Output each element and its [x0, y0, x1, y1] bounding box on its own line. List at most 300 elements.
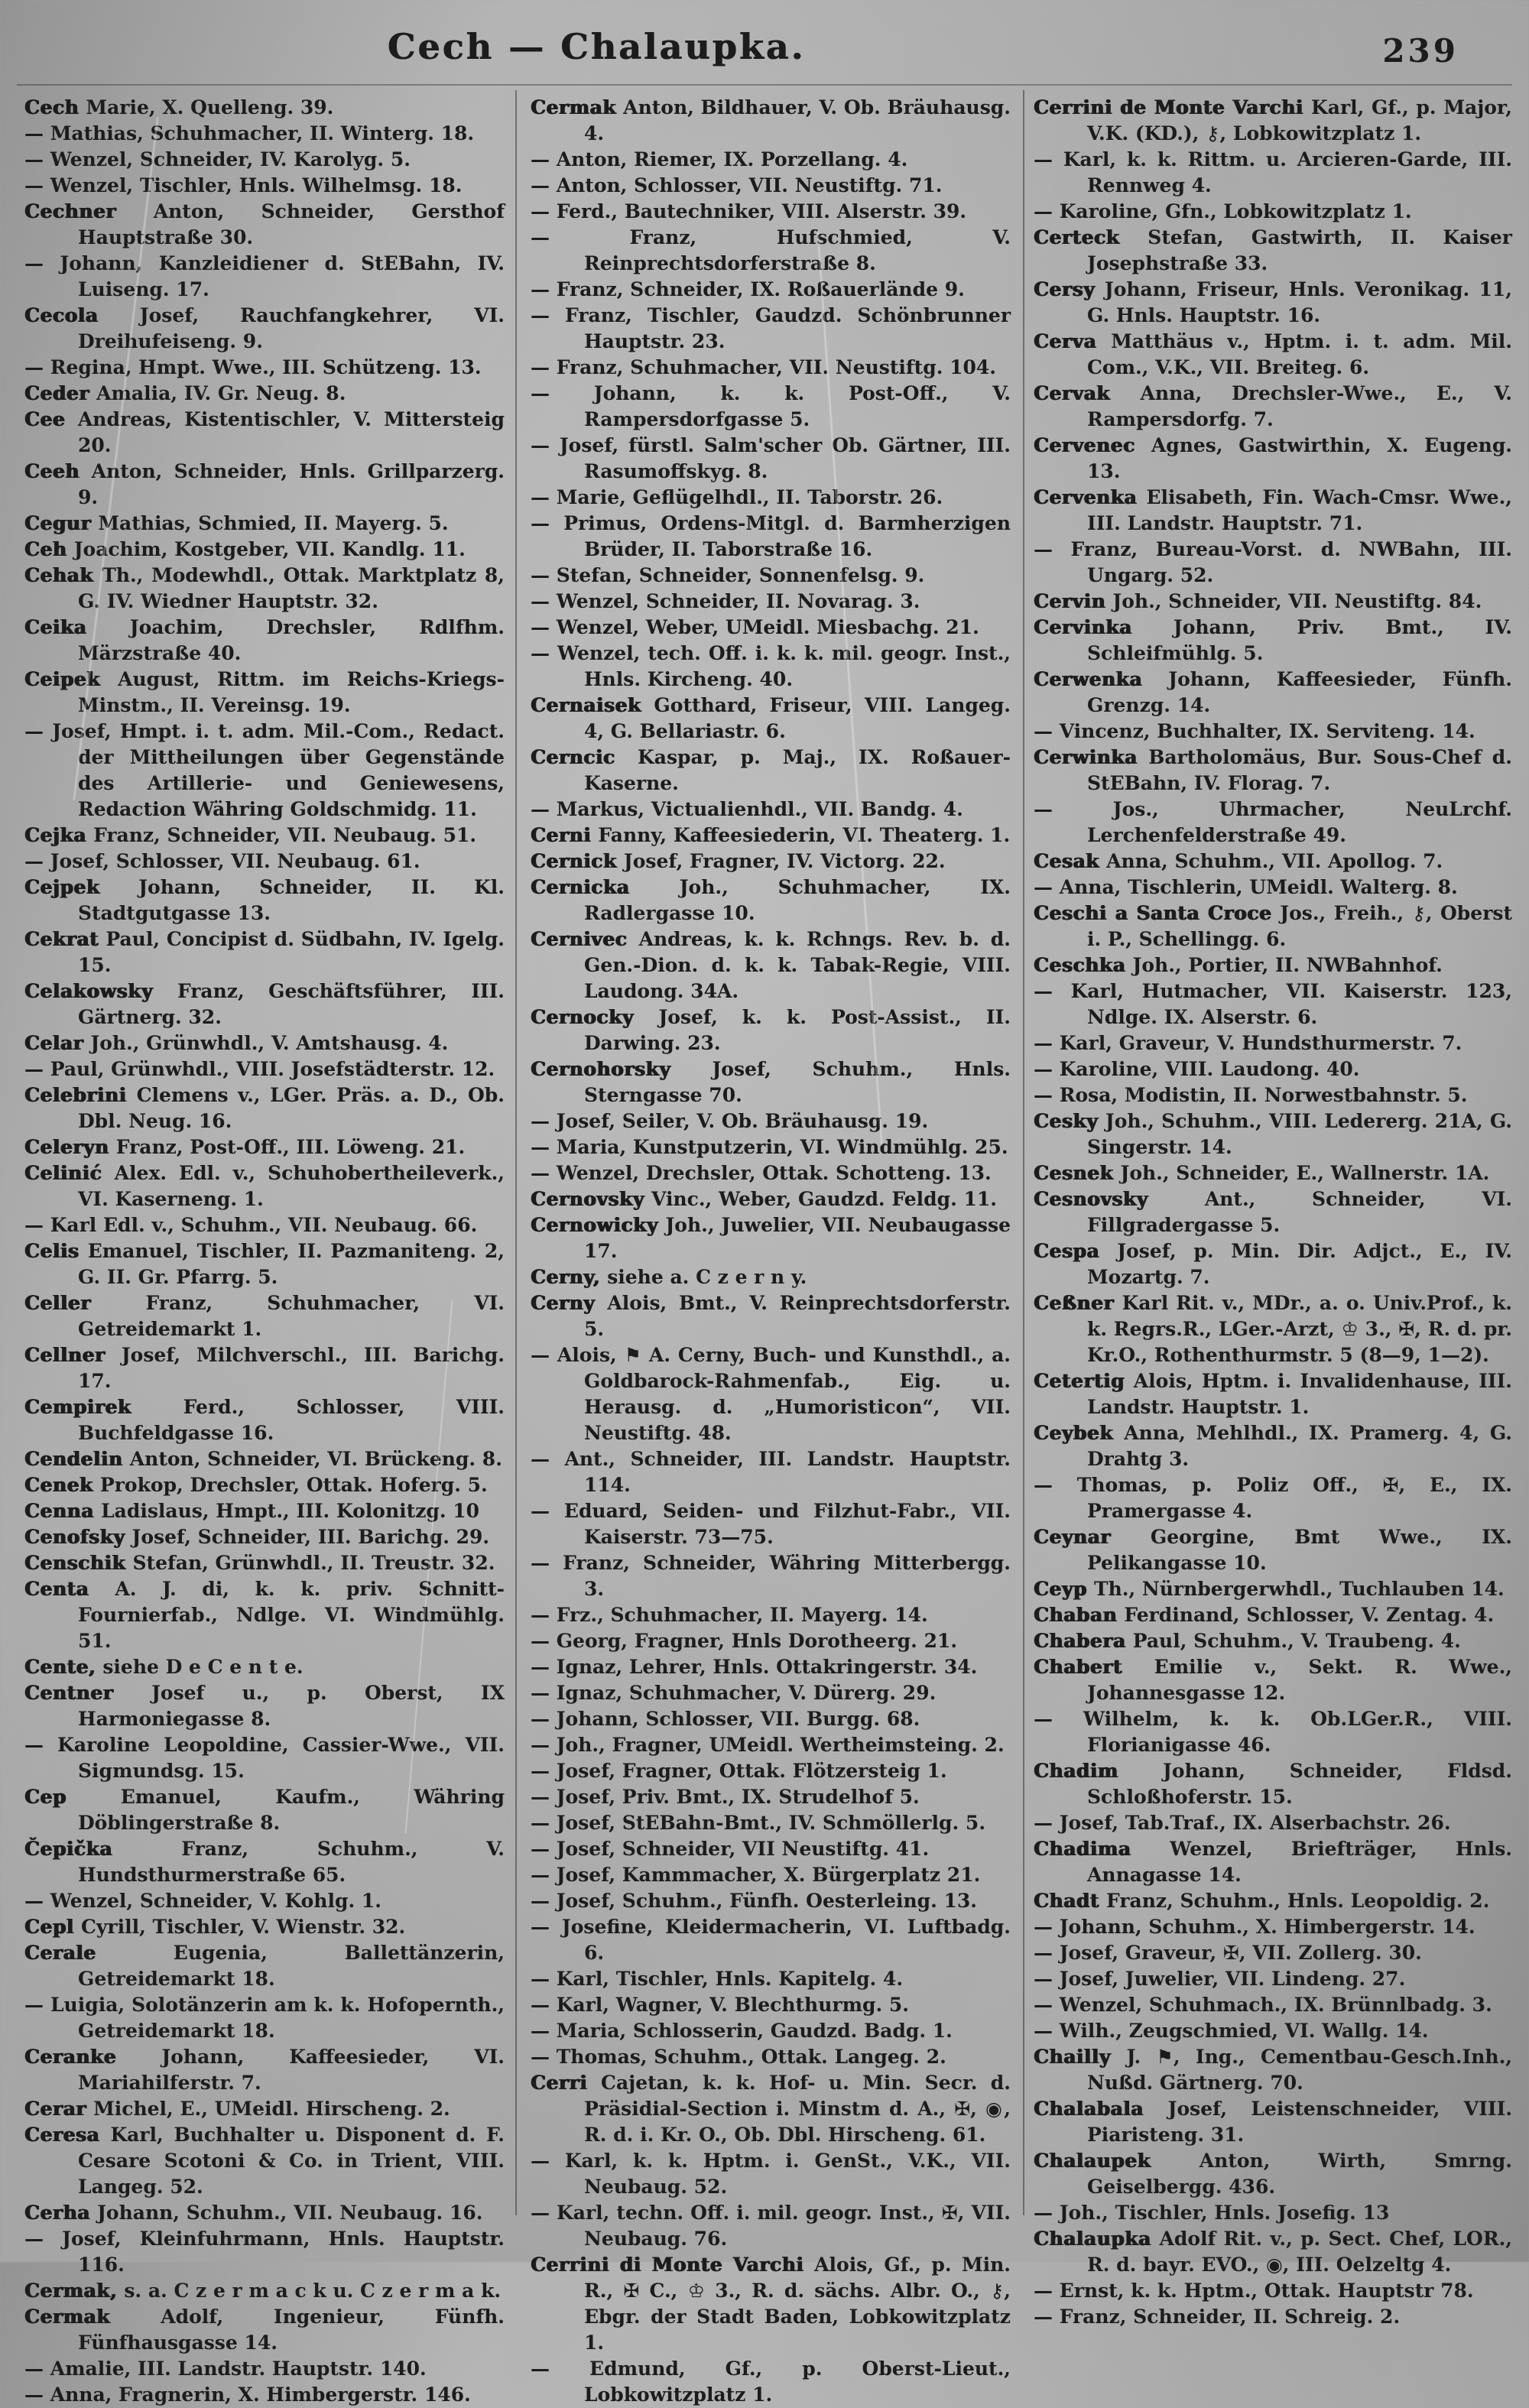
directory-entry — [531, 2070, 1011, 2148]
entry-text: Josef u., p. Oberst, IX Harmoniegasse 8. — [78, 1682, 505, 1730]
directory-entry — [24, 875, 505, 927]
entry-text: Michel, E., UMeidl. Hirscheng. 2. — [93, 2098, 450, 2120]
entry-surname: Cerni — [531, 824, 599, 846]
entry-text: — Primus, Ordens-Mitgl. d. Barmherzigen Brüder, II. Taborstraße 16. — [531, 512, 1011, 560]
entry-text: Anton, Schneider, VI. Brückeng. 8. — [129, 1448, 502, 1470]
directory-entry — [1034, 2096, 1512, 2148]
directory-entry — [531, 1966, 1011, 1992]
entry-surname: Cervak — [1034, 382, 1141, 404]
directory-entry — [531, 1342, 1011, 1446]
entry-text: — Johann, k. k. Post-Off., V. Rampersdorfgasse 5. — [531, 382, 1011, 430]
directory-entry — [1034, 1290, 1512, 1368]
directory-entry — [24, 511, 505, 537]
directory-entry — [531, 1706, 1011, 1732]
entry-text: — Karl, k. k. Rittm. u. Arcieren-Garde, III. Rennweg 4. — [1034, 148, 1512, 196]
directory-entry — [24, 1030, 505, 1056]
entry-text: Joh., Grünwhdl., V. Amtshausg. 4. — [90, 1032, 449, 1054]
directory-entry — [1034, 225, 1512, 277]
entry-text: Kaspar, p. Maj., IX. Roßauer-Kaserne. — [584, 746, 1011, 794]
directory-entry — [1034, 1836, 1512, 1888]
directory-entry — [1034, 901, 1512, 952]
directory-entry — [1034, 952, 1512, 978]
entry-surname: Ceynar — [1034, 1526, 1151, 1548]
entry-text: — Josef, Fragner, Ottak. Flötzersteig 1. — [531, 1760, 947, 1782]
directory-entry — [531, 1290, 1011, 1342]
entry-surname: Cee — [24, 408, 78, 430]
entry-surname: Cerrini de Monte Varchi — [1034, 96, 1312, 118]
directory-entry — [531, 381, 1011, 433]
entry-text: Joh., Schuhmacher, IX. Radlergasse 10. — [584, 876, 1011, 924]
entry-surname: Cerri — [531, 2072, 602, 2094]
directory-entry — [1034, 1758, 1512, 1810]
entry-text: — Johann, Schlosser, VII. Burgg. 68. — [531, 1708, 920, 1730]
directory-entry — [1034, 2200, 1512, 2226]
entry-surname: Celar — [24, 1032, 91, 1054]
directory-entry — [531, 95, 1011, 147]
entry-text: — Vincenz, Buchhalter, IX. Serviteng. 14. — [1034, 720, 1475, 742]
entry-text: Jos., Freih., ⚷, Oberst i. P., Schellingg. 6. — [1087, 902, 1512, 950]
directory-entry — [24, 2382, 505, 2408]
directory-entry — [531, 745, 1011, 797]
directory-entry — [1034, 1940, 1512, 1966]
directory-entry — [531, 173, 1011, 199]
entry-text: Stefan, Grünwhdl., II. Treustr. 32. — [132, 1552, 495, 1574]
directory-entry — [531, 2200, 1011, 2252]
entry-surname: Celeryn — [24, 1136, 116, 1158]
entry-text: Anna, Drechsler-Wwe., E., V. Rampersdorfg. 7. — [1087, 382, 1512, 430]
entry-text: Josef, Leistenschneider, VIII. Piaristeng. 31. — [1087, 2098, 1512, 2146]
entry-text: — Alois, ⚑ A. Cerny, Buch- und Kunsthdl., a. Goldbarock-Rahmenfab., Eig. u. Herausg. d. „Humoristicon“, VII. Neustiftg. 48. — [531, 1344, 1011, 1444]
entry-text: Fanny, Kaffeesiederin, VI. Theaterg. 1. — [598, 824, 1011, 846]
directory-entry — [24, 95, 505, 121]
entry-surname: Chabera — [1034, 1630, 1133, 1652]
entry-surname: Ceder — [24, 382, 97, 404]
entry-text: J. ⚑, Ing., Cementbau-Gesch.Inh., Nußd. Gärtnerg. 70. — [1087, 2046, 1512, 2094]
entry-text: Paul, Schuhm., V. Traubeng. 4. — [1132, 1630, 1461, 1652]
entry-text: Emanuel, Kaufm., Währing Döblingerstraße 8. — [78, 1786, 505, 1834]
entry-text: Joh., Schneider, VII. Neustiftg. 84. — [1112, 590, 1482, 612]
directory-entry — [531, 433, 1011, 485]
entry-text: Andreas, Kistentischler, V. Mittersteig 20. — [77, 408, 505, 456]
entry-text: Joh., Portier, II. NWBahnhof. — [1132, 954, 1443, 976]
directory-entry — [1034, 978, 1512, 1030]
entry-text: Th., Modewhdl., Ottak. Marktplatz 8, G. IV. Wiedner Hauptstr. 32. — [78, 564, 505, 612]
entry-text: — Maria, Kunstputzerin, VI. Windmühlg. 25. — [531, 1136, 1008, 1158]
entry-surname: Cesnovsky — [1034, 1188, 1205, 1210]
entry-text: Franz, Schneider, VII. Neubaug. 51. — [93, 824, 477, 846]
directory-entry — [531, 1498, 1011, 1550]
entry-text: Mathias, Schmied, II. Mayerg. 5. — [98, 512, 449, 534]
entry-text: — Maria, Schlosserin, Gaudzd. Badg. 1. — [531, 2020, 953, 2042]
directory-entry — [24, 1082, 505, 1134]
directory-entry — [24, 1914, 505, 1940]
entry-surname: Celis — [24, 1240, 88, 1262]
directory-entry — [24, 303, 505, 355]
directory-entry — [531, 1784, 1011, 1810]
entry-text: — Karl, Hutmacher, VII. Kaiserstr. 123, Ndlge. IX. Alserstr. 6. — [1034, 980, 1512, 1028]
directory-entry — [531, 1862, 1011, 1888]
entry-text: — Wilh., Zeugschmied, VI. Wallg. 14. — [1034, 2020, 1429, 2042]
directory-entry — [1034, 433, 1512, 485]
directory-entry — [1034, 277, 1512, 329]
directory-entry — [1034, 875, 1512, 901]
entry-surname: Cervenka — [1034, 486, 1147, 508]
directory-entry — [24, 1836, 505, 1888]
directory-entry — [24, 1394, 505, 1446]
entry-text: — Paul, Grünwhdl., VIII. Josefstädterstr. 12. — [24, 1058, 495, 1080]
directory-entry — [1034, 1628, 1512, 1654]
entry-text: Cajetan, k. k. Hof- u. Min. Secr. d. Präsidial-Section i. Minstm d. A., ✠, ◉, R. d. i. Kr. O., Ob. Dbl. Hirscheng. 61. — [584, 2072, 1011, 2146]
entry-text: — Josef, Graveur, ✠, VII. Zollerg. 30. — [1034, 1942, 1422, 1964]
entry-text: Alois, Gf., p. Min. R., ✠ C., ♔ 3., R. d. sächs. Albr. O., ⚷, Ebgr. der Stadt Baden, Lobkowitzplatz 1. — [584, 2254, 1011, 2354]
entry-surname: Cermak — [24, 2306, 161, 2328]
entry-text: — Franz, Tischler, Gaudzd. Schönbrunner Hauptstr. 23. — [531, 304, 1011, 352]
entry-text: Joachim, Kostgeber, VII. Kandlg. 11. — [73, 538, 466, 560]
directory-entry — [24, 1342, 505, 1394]
entry-surname: Ceresa — [24, 2124, 111, 2146]
entry-text: Joh., Juwelier, VII. Neubaugasse 17. — [584, 1214, 1011, 1262]
directory-entry — [24, 823, 505, 849]
entry-surname: Cernocky — [531, 1006, 659, 1028]
directory-entry — [1034, 1472, 1512, 1524]
directory-entry — [24, 1732, 505, 1784]
entry-text: — Josef, Priv. Bmt., IX. Strudelhof 5. — [531, 1786, 920, 1808]
entry-text: — Anna, Fragnerin, X. Himbergerstr. 146. — [24, 2384, 471, 2406]
directory-entry — [1034, 1914, 1512, 1940]
directory-entry — [24, 2226, 505, 2278]
entry-text: — Josef, Hmpt. i. t. adm. Mil.-Com., Redact. der Mittheilungen über Gegenstände des Artillerie- und Geniewesens, Redaction Währing Goldschmidg. 11. — [24, 720, 505, 820]
entry-surname: Ceßner — [1034, 1292, 1122, 1314]
entry-text: Ferdinand, Schlosser, V. Zentag. 4. — [1124, 1604, 1495, 1626]
directory-entry — [1034, 1654, 1512, 1706]
directory-entry — [24, 173, 505, 199]
entry-text: — Ignaz, Lehrer, Hnls. Ottakringerstr. 34. — [531, 1656, 978, 1678]
entry-surname: Cegur — [24, 512, 99, 534]
entry-text: Joh., Schneider, E., Wallnerstr. 1A. — [1120, 1162, 1490, 1184]
entry-text: Matthäus v., Hptm. i. t. adm. Mil. Com., V.K., VII. Breiteg. 6. — [1087, 330, 1512, 378]
directory-entry — [24, 849, 505, 875]
directory-entry — [531, 1602, 1011, 1628]
entry-surname: Cetertig — [1034, 1370, 1134, 1392]
entry-text: Franz, Geschäftsführer, III. Gärtnerg. 32. — [78, 980, 505, 1028]
directory-entry — [24, 2122, 505, 2200]
entry-text: — Karl, k. k. Hptm. i. GenSt., V.K., VII. Neubaug. 52. — [531, 2150, 1011, 2198]
entry-text: — Mathias, Schuhmacher, II. Winterg. 18. — [24, 122, 475, 144]
directory-entry — [1034, 719, 1512, 745]
entry-surname: Certeck — [1034, 226, 1148, 248]
entry-text: — Rosa, Modistin, II. Norwestbahnstr. 5. — [1034, 1084, 1468, 1106]
directory-entry — [531, 2044, 1011, 2070]
directory-entry — [1034, 1030, 1512, 1056]
directory-entry — [24, 381, 505, 407]
entry-text: — Karl, Tischler, Hnls. Kapitelg. 4. — [531, 1968, 904, 1990]
directory-entry — [24, 121, 505, 147]
entry-text: Josef, p. Min. Dir. Adjct., E., IV. Mozartg. 7. — [1087, 1240, 1512, 1288]
entry-text: Franz, Schuhm., Hnls. Leopoldig. 2. — [1106, 1890, 1490, 1912]
entry-text: Eugenia, Ballettänzerin, Getreidemarkt 18. — [78, 1942, 505, 1990]
entry-text: Anton, Bildhauer, V. Ob. Bräuhausg. 4. — [584, 96, 1011, 144]
entry-text: — Marie, Geflügelhdl., II. Taborstr. 26. — [531, 486, 943, 508]
directory-entry — [1034, 1082, 1512, 1108]
entry-surname: Cervin — [1034, 590, 1113, 612]
directory-entry — [531, 693, 1011, 745]
entry-text: Anna, Schuhm., VII. Apollog. 7. — [1106, 850, 1443, 872]
directory-entry — [531, 2356, 1011, 2408]
entry-text: Ant., Schneider, VI. Fillgradergasse 5. — [1087, 1188, 1512, 1236]
entry-text: — Johann, Schuhm., X. Himbergerstr. 14. — [1034, 1916, 1475, 1938]
directory-column-3 — [1034, 95, 1512, 2330]
entry-surname: Ceybek — [1034, 1422, 1125, 1444]
entry-surname: Cernick — [531, 850, 624, 872]
entry-surname: Ceranke — [24, 2046, 162, 2068]
entry-text: Franz, Schuhm., V. Hundsthurmerstraße 65. — [78, 1838, 505, 1886]
entry-text: — Wenzel, Schuhmach., IX. Brünnlbadg. 3. — [1034, 1994, 1492, 2016]
entry-text: — Joh., Tischler, Hnls. Josefig. 13 — [1034, 2202, 1390, 2224]
directory-entry — [531, 1888, 1011, 1914]
entry-surname: Celinić — [24, 1162, 115, 1184]
entry-text: — Franz, Schneider, Währing Mitterbergg. 3. — [531, 1552, 1011, 1600]
entry-text: siehe D e C e n t e. — [102, 1656, 304, 1678]
entry-surname: Cesak — [1034, 850, 1107, 872]
entry-text: Johann, Schneider, II. Kl. Stadtgutgasse 13. — [78, 876, 505, 924]
entry-text: — Thomas, p. Poliz Off., ✠, E., IX. Pramergasse 4. — [1034, 1474, 1512, 1522]
entry-text: — Joh., Fragner, UMeidl. Wertheimsteing. 2. — [531, 1734, 1005, 1756]
directory-entry — [1034, 1108, 1512, 1160]
entry-surname: Cervenec — [1034, 434, 1151, 456]
entry-text: — Wenzel, Weber, UMeidl. Miesbachg. 21. — [531, 616, 979, 638]
entry-text: — Ernst, k. k. Hptm., Ottak. Hauptstr 78. — [1034, 2280, 1474, 2302]
entry-text: — Anton, Schlosser, VII. Neustiftg. 71. — [531, 174, 943, 196]
directory-entry — [531, 1446, 1011, 1498]
directory-entry — [24, 1446, 505, 1472]
directory-entry — [24, 251, 505, 303]
directory-entry — [24, 1784, 505, 1836]
directory-entry — [531, 1212, 1011, 1264]
entry-text: Ferd., Schlosser, VIII. Buchfeldgasse 16. — [78, 1396, 505, 1444]
entry-surname: Centner — [24, 1682, 152, 1704]
directory-entry — [531, 199, 1011, 225]
directory-entry — [531, 641, 1011, 693]
entry-text: — Karoline, VIII. Laudong. 40. — [1034, 1058, 1360, 1080]
entry-text: — Josef, StEBahn-Bmt., IV. Schmöllerlg. 5. — [531, 1812, 986, 1834]
entry-text: Gotthard, Friseur, VIII. Langeg. 4, G. Bellariastr. 6. — [584, 694, 1011, 742]
entry-text: — Karl, Wagner, V. Blechthurmg. 5. — [531, 1994, 910, 2016]
directory-entry — [24, 1290, 505, 1342]
entry-text: Emanuel, Tischler, II. Pazmaniteng. 2, G. II. Gr. Pfarrg. 5. — [78, 1240, 505, 1288]
directory-entry — [24, 2278, 505, 2304]
entry-surname: Cerwinka — [1034, 746, 1149, 768]
directory-entry — [24, 1056, 505, 1082]
directory-entry — [1034, 2018, 1512, 2044]
entry-text: Agnes, Gastwirthin, X. Eugeng. 13. — [1087, 434, 1512, 482]
directory-entry — [24, 537, 505, 563]
entry-text: — Regina, Hmpt. Wwe., III. Schützeng. 13. — [24, 356, 482, 378]
directory-entry — [24, 407, 505, 459]
directory-entry — [24, 927, 505, 978]
entry-surname: Cerncic — [531, 746, 638, 768]
entry-surname: Cesky — [1034, 1110, 1105, 1132]
directory-entry — [531, 563, 1011, 589]
entry-text: — Franz, Hufschmied, V. Reinprechtsdorferstraße 8. — [531, 226, 1011, 274]
entry-text: — Eduard, Seiden- und Filzhut-Fabr., VII. Kaiserstr. 73—75. — [531, 1500, 1011, 1548]
directory-entry — [24, 1498, 505, 1524]
directory-entry — [24, 2044, 505, 2096]
directory-column-2 — [531, 95, 1011, 2408]
entry-text: — Ignaz, Schuhmacher, V. Dürerg. 29. — [531, 1682, 937, 1704]
entry-text: — Amalie, III. Landstr. Hauptstr. 140. — [24, 2358, 427, 2380]
directory-entry — [531, 1758, 1011, 1784]
entry-surname: Cente, — [24, 1656, 103, 1678]
directory-entry — [24, 1654, 505, 1680]
entry-text: — Georg, Fragner, Hnls Dorotheerg. 21. — [531, 1630, 958, 1652]
entry-text: Josef, k. k. Post-Assist., II. Darwing. 23. — [584, 1006, 1011, 1054]
entry-text: Josef, Fragner, IV. Victorg. 22. — [623, 850, 946, 872]
directory-entry — [531, 485, 1011, 511]
entry-text: August, Rittm. im Reichs-Kriegs-Minstm., II. Vereinsg. 19. — [78, 668, 505, 716]
entry-text: — Franz, Schneider, II. Schreig. 2. — [1034, 2306, 1401, 2328]
entry-text: — Luigia, Solotänzerin am k. k. Hofopernth., Getreidemarkt 18. — [24, 1994, 505, 2042]
directory-entry — [24, 2096, 505, 2122]
directory-entry — [531, 589, 1011, 615]
directory-entry — [531, 1654, 1011, 1680]
directory-entry — [531, 1732, 1011, 1758]
entry-surname: Ceh — [24, 538, 74, 560]
directory-entry — [531, 2018, 1011, 2044]
entry-text: — Franz, Bureau-Vorst. d. NWBahn, III. Ungarg. 52. — [1034, 538, 1512, 586]
entry-text: — Karl Edl. v., Schuhm., VII. Neubaug. 66. — [24, 1214, 478, 1236]
entry-text: Elisabeth, Fin. Wach-Cmsr. Wwe., III. Landstr. Hauptstr. 71. — [1087, 486, 1512, 534]
entry-surname: Chaban — [1034, 1604, 1125, 1626]
entry-surname: Cernaisek — [531, 694, 654, 716]
directory-entry — [24, 199, 505, 251]
entry-text: — Edmund, Gf., p. Oberst-Lieut., Lobkowitzplatz 1. — [531, 2358, 1011, 2406]
entry-surname: Chadim — [1034, 1760, 1163, 1782]
directory-entry — [1034, 95, 1512, 147]
entry-text: Karl Rit. v., MDr., a. o. Univ.Prof., k. k. Regrs.R., LGer.-Arzt, ♔ 3., ✠, R. d. pr. Kr.O., Rothenthurmstr. 5 (8—9, 1—2). — [1087, 1292, 1512, 1366]
entry-text: — Jos., Uhrmacher, NeuLrchf. Lerchenfelderstraße 49. — [1034, 798, 1512, 846]
directory-entry — [1034, 1706, 1512, 1758]
directory-entry — [1034, 2304, 1512, 2330]
entry-text: — Josef, Schlosser, VII. Neubaug. 61. — [24, 850, 420, 872]
entry-text: — Josef, fürstl. Salm'scher Ob. Gärtner, III. Rasumoffskyg. 8. — [531, 434, 1011, 482]
directory-entry — [531, 2148, 1011, 2200]
directory-entry — [531, 303, 1011, 355]
entry-surname: Cernowicky — [531, 1214, 666, 1236]
entry-text: — Anna, Tischlerin, UMeidl. Walterg. 8. — [1034, 876, 1458, 898]
entry-text: Th., Nürnbergerwhdl., Tuchlauben 14. — [1094, 1578, 1505, 1600]
directory-entry — [1034, 849, 1512, 875]
entry-text: — Ant., Schneider, III. Landstr. Hauptstr. 114. — [531, 1448, 1011, 1496]
entry-text: — Josef, Kammmacher, X. Bürgerplatz 21. — [531, 1864, 981, 1886]
entry-surname: Ceschi a Santa Croce — [1034, 902, 1281, 924]
entry-text: — Karoline Leopoldine, Cassier-Wwe., VII. Sigmundsg. 15. — [24, 1734, 505, 1782]
entry-text: Marie, X. Quelleng. 39. — [86, 96, 334, 118]
entry-text: Franz, Schuhmacher, VI. Getreidemarkt 1. — [78, 1292, 505, 1340]
directory-entry — [531, 1160, 1011, 1186]
directory-entry — [531, 277, 1011, 303]
directory-entry — [24, 1524, 505, 1550]
entry-surname: Cerny — [531, 1292, 608, 1314]
directory-entry — [1034, 1576, 1512, 1602]
entry-text: — Karl, techn. Off. i. mil. geogr. Inst., ✠, VII. Neubaug. 76. — [531, 2202, 1011, 2250]
header-rule — [17, 84, 1512, 86]
entry-surname: Celebrini — [24, 1084, 137, 1106]
entry-text: A. J. di, k. k. priv. Schnitt-Fournierfab., Ndlge. VI. Windmühlg. 51. — [78, 1578, 505, 1652]
entry-text: — Josef, Schneider, VII Neustiftg. 41. — [531, 1838, 930, 1860]
entry-surname: Cechner — [24, 200, 154, 222]
entry-text: Anna, Mehlhdl., IX. Pramerg. 4, G. Drahtg 3. — [1087, 1422, 1512, 1470]
entry-surname: Cerny, — [531, 1266, 608, 1288]
directory-entry — [1034, 537, 1512, 589]
directory-entry — [531, 1134, 1011, 1160]
directory-entry — [531, 1914, 1011, 1966]
entry-surname: Ceschka — [1034, 954, 1133, 976]
directory-entry — [24, 667, 505, 719]
directory-entry — [531, 1550, 1011, 1602]
directory-entry — [1034, 1810, 1512, 1836]
directory-entry — [1034, 667, 1512, 719]
entry-surname: Cernohorsky — [531, 1058, 713, 1080]
entry-text: Andreas, k. k. Rchngs. Rev. b. d. Gen.-Dion. d. k. k. Tabak-Regie, VIII. Laudong. 34A. — [584, 928, 1011, 1002]
directory-entry — [24, 2356, 505, 2382]
entry-text: siehe a. C z e r n y. — [607, 1266, 807, 1288]
entry-surname: Cenek — [24, 1474, 100, 1496]
column-divider — [515, 90, 517, 2215]
directory-entry — [531, 511, 1011, 563]
entry-surname: Cerar — [24, 2098, 94, 2120]
directory-entry — [1034, 381, 1512, 433]
entry-surname: Chalabala — [1034, 2098, 1168, 2120]
entry-surname: Cerwenka — [1034, 668, 1169, 690]
directory-entry — [1034, 589, 1512, 615]
entry-text: Adolf, Ingenieur, Fünfh. Fünfhausgasse 14. — [78, 2306, 505, 2354]
entry-surname: Cerrini di Monte Varchi — [531, 2254, 815, 2276]
entry-surname: Ceika — [24, 616, 130, 638]
entry-text: — Karl, Graveur, V. Hundsthurmerstr. 7. — [1034, 1032, 1462, 1054]
directory-entry — [531, 1056, 1011, 1108]
entry-text: Paul, Concipist d. Südbahn, IV. Igelg. 15. — [78, 928, 505, 976]
entry-text: — Frz., Schuhmacher, II. Mayerg. 14. — [531, 1604, 928, 1626]
directory-entry — [531, 225, 1011, 277]
directory-entry — [1034, 2278, 1512, 2304]
directory-entry — [531, 1186, 1011, 1212]
entry-surname: Ceeh — [24, 460, 92, 482]
entry-surname: Cekrat — [24, 928, 106, 950]
page-title: Cech — Chalaupka. — [387, 26, 806, 67]
entry-text: Bartholomäus, Bur. Sous-Chef d. StEBahn, IV. Florag. 7. — [1087, 746, 1512, 794]
entry-text: Franz, Post-Off., III. Löweng. 21. — [115, 1136, 466, 1158]
entry-text: Wenzel, Briefträger, Hnls. Annagasse 14. — [1087, 1838, 1512, 1886]
directory-entry — [1034, 1056, 1512, 1082]
entry-text: Anton, Schneider, Hnls. Grillparzerg. 9. — [78, 460, 505, 508]
entry-text: Stefan, Gastwirth, II. Kaiser Josephstraße 33. — [1087, 226, 1512, 274]
entry-surname: Cehak — [24, 564, 102, 586]
entry-text: Amalia, IV. Gr. Neug. 8. — [96, 382, 346, 404]
directory-entry — [1034, 797, 1512, 849]
entry-text: Johann, Kaffeesieder, VI. Mariahilferstr. 7. — [78, 2046, 505, 2094]
entry-text: — Markus, Victualienhdl., VII. Bandg. 4. — [531, 798, 963, 820]
directory-entry — [531, 927, 1011, 1004]
entry-text: — Johann, Kanzleidiener d. StEBahn, IV. Luiseng. 17. — [24, 252, 505, 300]
directory-entry — [24, 2200, 505, 2226]
entry-text: — Wenzel, Drechsler, Ottak. Schotteng. 13. — [531, 1162, 992, 1184]
directory-entry — [1034, 485, 1512, 537]
directory-entry — [531, 1836, 1011, 1862]
entry-text: Johann, Schuhm., VII. Neubaug. 16. — [97, 2202, 483, 2224]
directory-entry — [24, 1888, 505, 1914]
entry-text: Alois, Hptm. i. Invalidenhause, III. Landstr. Hauptstr. 1. — [1087, 1370, 1512, 1418]
directory-entry — [24, 1212, 505, 1238]
